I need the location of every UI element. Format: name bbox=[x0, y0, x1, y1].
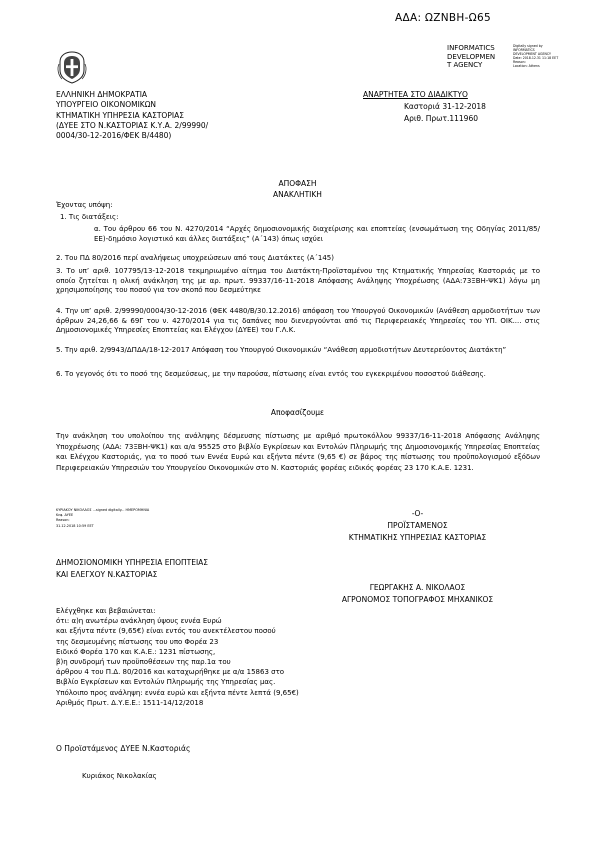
verification-line: Ελέγχθηκε και βεβαιώνεται: bbox=[56, 607, 156, 615]
consideration-4: 4. Την υπ’ αριθ. 2/99990/0004/30-12-2016 (ΦΕΚ 4480/Β/30.12.2016) απόφαση του Υπουργού Οικονομικών (Ανάθεση αρμοδιοτήτων των άρθρων 24,26,66 & 69Γ του ν. 4270/2014 για τις δαπάνες που διενεργούνται από τις Περιφερειακές Υπηρεσίες του ΥΠ. ΟΙΚ.... στις Δημοσιονομικές Υπηρεσίες Εποπτείας και Ελέγχου (ΔΥΕΕ) του Γ.Λ.Κ. bbox=[56, 307, 540, 334]
signer-detail-line: Digitally signed by bbox=[513, 44, 543, 48]
protocol-number: Αριθ. Πρωτ.111960 bbox=[404, 114, 478, 123]
authority-line: ΚΤΗΜΑΤΙΚΗ ΥΠΗΡΕΣΙΑ ΚΑΣΤΟΡΙΑΣ bbox=[56, 110, 184, 120]
signature-block bbox=[300, 508, 535, 544]
signer-detail-line: Reason: bbox=[513, 60, 526, 64]
signer-logo-line: DEVELOPMEN bbox=[447, 52, 496, 61]
verification-block bbox=[56, 606, 299, 708]
place-date: Καστοριά 31-12-2018 bbox=[404, 102, 486, 111]
authority-header bbox=[56, 90, 208, 141]
signer-stamp bbox=[56, 508, 149, 529]
consideration-3: 3. Το υπ’ αριθ. 107795/13-12-2018 τεκμηριωμένο αίτημα του Διατάκτη-Προϊσταμένου της Κτηματικής Υπηρεσίας Καστοριάς με το οποίο ζητείται η ολική ανάκληση της με αρ. πρωτ. 99337/16-11-2018 Απόφασης Ανάληψης Υποχρέωσης (ΑΔΑ:73ΞΒΗ-ΨΚ1) λόγω μη χρησιμοποίησης του ποσού για τον σκοπό που δεσμεύτηκε bbox=[56, 267, 540, 294]
consideration-5: 5. Την αριθ. 2/9943/ΔΠΔΑ/18-12-2017 Απόφαση του Υπουργού Οικονομικών “Ανάθεση αρμοδιοτήτων Δευτερεύοντος Διατάκτη” bbox=[56, 346, 507, 354]
signer-details bbox=[513, 44, 558, 68]
closing-name: Κυριάκος Νικολακίας bbox=[82, 772, 157, 780]
signer-info bbox=[300, 582, 535, 606]
service-line: ΚΑΙ ΕΛΕΓΧΟΥ Ν.ΚΑΣΤΟΡΙΑΣ bbox=[56, 570, 158, 579]
verification-line: της δεσμευμένης πίστωσης του υπο Φορέα 23 bbox=[56, 637, 219, 646]
signer-title: ΑΓΡΟΝΟΜΟΣ ΤΟΠΟΓΡΑΦΟΣ ΜΗΧΑΝΙΚΟΣ bbox=[341, 595, 494, 604]
title-line: ΑΝΑΚΛΗΤΙΚΗ bbox=[273, 190, 322, 199]
authority-line: (ΔΥΕΕ ΣΤΟ Ν.ΚΑΣΤΟΡΙΑΣ Κ.Υ.Α. 2/99990/ bbox=[56, 120, 209, 130]
verification-line: Βιβλίο Εγκρίσεων και Εντολών Πληρωμής της Υπηρεσίας μας. bbox=[56, 678, 276, 687]
signer-logo-line: INFORMATICS bbox=[447, 44, 495, 52]
consideration-1a: α. Του άρθρου 66 του Ν. 4270/2014 “Αρχές δημοσιονομικής διαχείρισης και εποπτείας (ενσωμάτωση της Οδηγίας 2011/85/ΕΕ)-δημόσιο λογιστικό και άλλες διατάξεις” (Α΄143) όπως ισχύει bbox=[94, 225, 540, 243]
authority-line: 0004/30-12-2016/ΦΕΚ Β/4480) bbox=[56, 131, 172, 141]
signer-logo bbox=[447, 44, 495, 70]
verification-line: Ειδικό Φορέα 170 και Κ.Α.Ε.: 1231 πίστωσης, bbox=[56, 647, 216, 656]
closing-head: Ο Προϊστάμενος ΔΥΕΕ Ν.Καστοριάς bbox=[56, 744, 191, 753]
decide-heading: Αποφασίζουμε bbox=[270, 408, 325, 417]
service-line: ΔΗΜΟΣΙΟΝΟΜΙΚΗ ΥΠΗΡΕΣΙΑ ΕΠΟΠΤΕΙΑΣ bbox=[56, 558, 209, 567]
verification-line: Υπόλοιπο προς ανάληψη: εννέα ευρώ και εξήντα πέντε λεπτά (9,65€) bbox=[56, 688, 299, 697]
authority-line: ΥΠΟΥΡΓΕΙΟ ΟΙΚΟΝΟΜΙΚΩΝ bbox=[56, 100, 157, 110]
signature-role: ΠΡΟΪΣΤΑΜΕΝΟΣ bbox=[387, 521, 448, 530]
posting-notice: ΑΝΑΡΤΗΤΕΑ ΣΤΟ ΔΙΑΔΙΚΤΥΟ bbox=[363, 90, 468, 99]
verification-line: β)η συνδρομή των προϋποθέσεων της παρ.1α του bbox=[56, 658, 231, 667]
ada-code: ΑΔΑ: ΩΖΝΒΗ-Ω65 bbox=[395, 12, 491, 24]
greek-emblem-icon bbox=[56, 50, 88, 84]
stamp-line: Reason: bbox=[56, 518, 70, 523]
signer-name: ΓΕΩΡΓΑΚΗΣ Α. ΝΙΚΟΛΑΟΣ bbox=[369, 583, 466, 592]
signer-detail-line: DEVELOPMENT AGENCY bbox=[513, 52, 551, 56]
signer-detail-line: Location: Athens bbox=[513, 64, 540, 68]
verification-line: ότι: α)η ανωτέρω ανάκληση ύψους εννέα Ευρώ bbox=[56, 617, 222, 626]
consideration-2: 2. Του ΠΔ 80/2016 περί αναλήψεως υποχρεώσεων από τους Διατάκτες (Α΄145) bbox=[56, 254, 334, 262]
signer-detail-line: INFORMATICS bbox=[513, 48, 535, 52]
document-title bbox=[0, 178, 595, 200]
stamp-line: 31.12.2018 10:59 EET bbox=[56, 523, 94, 528]
service-heading bbox=[56, 557, 208, 581]
verification-line: Αριθμός Πρωτ. Δ.Υ.Ε.Ε.: 1511-14/12/2018 bbox=[56, 698, 204, 707]
title-line: ΑΠΟΦΑΣΗ bbox=[278, 179, 317, 188]
decision-text: Την ανάκληση του υπολοίπου της ανάληψης δέσμευσης πίστωσης με αριθμό πρωτοκόλλου 99337/16-11-2018 Απόφασης Ανάληψης Υποχρέωσης (ΑΔΑ: 73ΞΒΗ-ΨΚ1) και α/α 95525 στο βιβλίο Εγκρίσεων και Εντολών Πληρωμής της Δημοσιονομικής Υπηρεσίας Εποπτείας και Ελέγχου Καστοριάς, για το ποσό των Εννέα Ευρώ και εξήντα πέντε (9,65 €) σε βάρος της πίστωσης του προϋπολογισμού εξόδων Περιφερειακών Υπηρεσιών του Υπουργείου Οικονομικών στο Ν. Καστοριάς φορέας ειδικός φορέας 23 170 Κ.Α.Ε. 1231. bbox=[56, 432, 540, 472]
verification-line: άρθρου 4 του Π.Δ. 80/2016 και καταχωρήθηκε με α/α 15863 στο bbox=[56, 668, 285, 677]
verification-line: και εξήντα πέντε (9,65€) είναι εντός του ανεκτέλεστου ποσού bbox=[56, 627, 276, 636]
consideration-1: 1. Τις διατάξεις: bbox=[60, 213, 119, 221]
signature-dash: -Ο- bbox=[411, 509, 424, 518]
signer-detail-line: Date: 2018.12.31 11:18 EET bbox=[513, 56, 559, 60]
signer-logo-line: T AGENCY bbox=[447, 61, 483, 70]
signature-unit: ΚΤΗΜΑΤΙΚΗΣ ΥΠΗΡΕΣΙΑΣ ΚΑΣΤΟΡΙΑΣ bbox=[348, 533, 487, 542]
stamp-line: Κεφ. ΔΥΕΕ bbox=[56, 513, 74, 518]
stamp-line: ΚΥΡΙΑΚΟΥ ΝΙΚΟΛΑΟΣ ...signed digitally... ΗΜΕΡΟΜΗΝΙΑ bbox=[56, 508, 150, 512]
authority-line: ΕΛΛΗΝΙΚΗ ΔΗΜΟΚΡΑΤΙΑ bbox=[56, 90, 148, 99]
consideration-6: 6. Το γεγονός ότι το ποσό της δεσμεύσεως, με την παρούσα, πίστωσης είναι εντός του εγκεκριμένου ποσοστού διάθεσης. bbox=[56, 370, 486, 378]
intro-text: Έχοντας υπόψη: bbox=[56, 201, 113, 209]
